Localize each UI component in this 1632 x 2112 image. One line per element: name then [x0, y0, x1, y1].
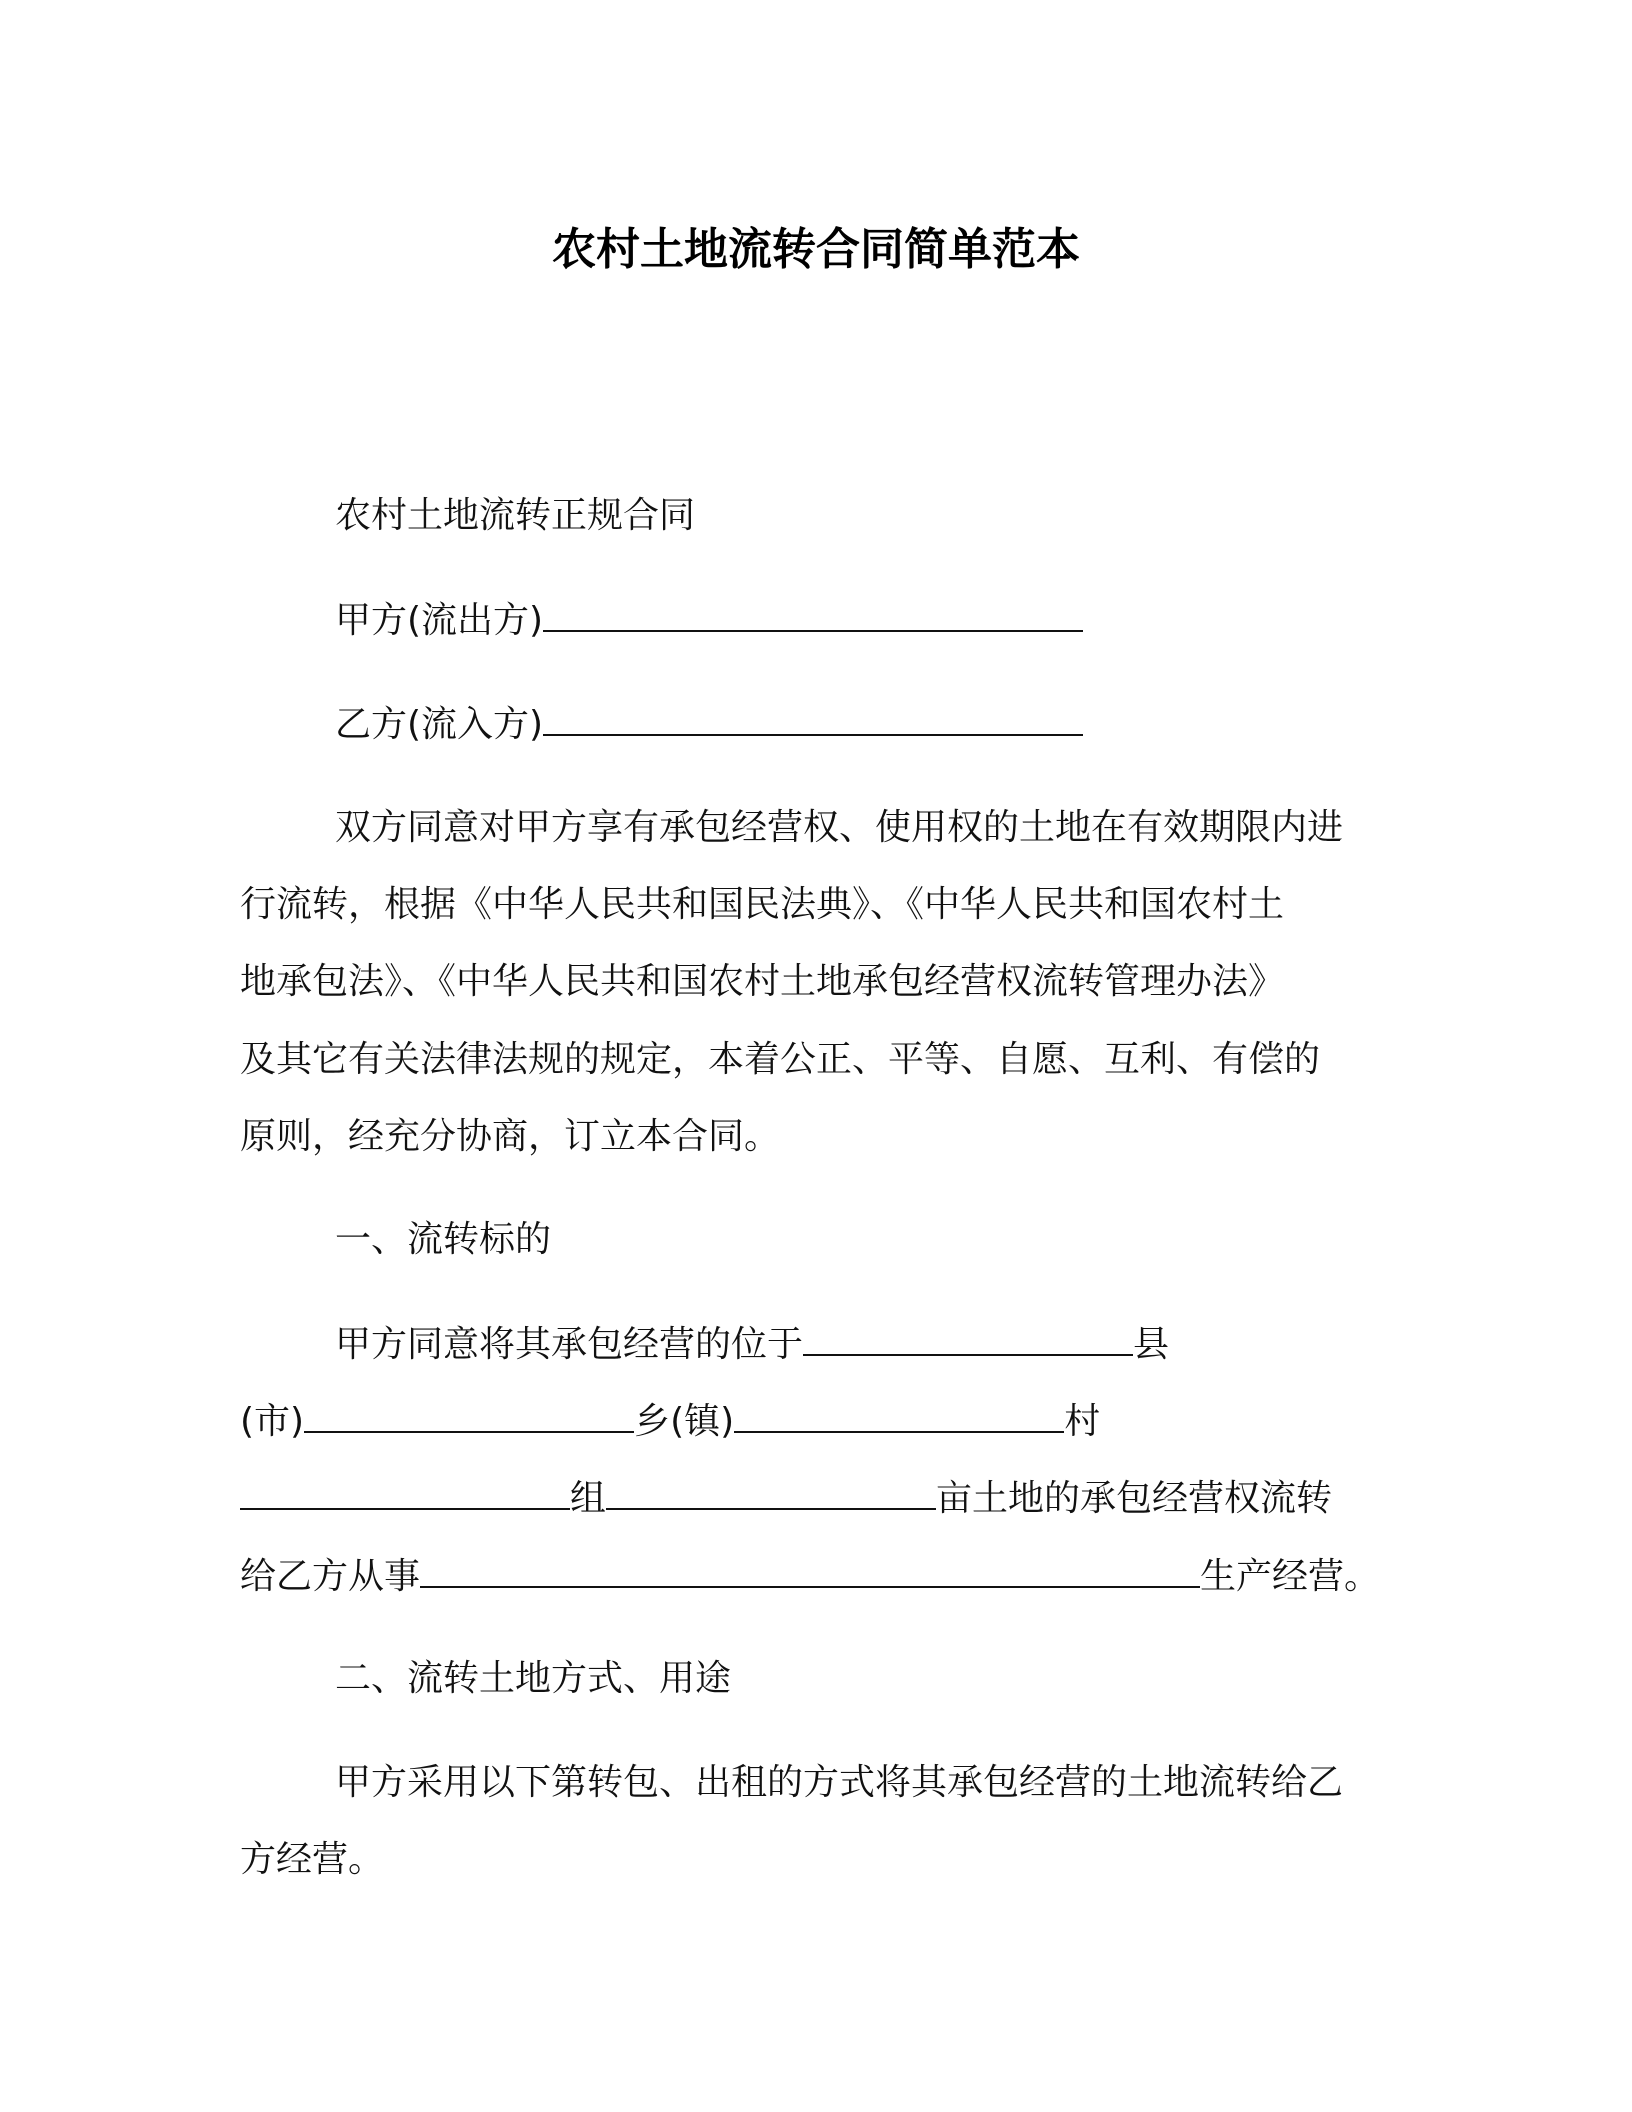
party-b-line: [335, 700, 1083, 749]
purpose-label: 给乙方从事: [240, 1556, 421, 1597]
group-label: 组: [570, 1478, 607, 1519]
preamble-line: 原则，经充分协商，订立本合同。: [240, 1116, 781, 1157]
location-text: 甲方同意将其承包经营的位于: [335, 1324, 804, 1365]
township-blank: [734, 1397, 1064, 1433]
preamble-line: 行流转，根据《中华人民共和国民法典》、《中华人民共和国农村土: [240, 884, 1285, 925]
section-2-line: 方经营。: [240, 1839, 385, 1880]
purpose-tail: 生产经营。: [1200, 1556, 1381, 1597]
section-2-heading: 二、流转土地方式、用途: [335, 1658, 732, 1699]
party-b-label: 乙方(流入方): [335, 704, 544, 745]
contract-subtitle: 农村土地流转正规合同: [335, 495, 696, 536]
section-1-line: [240, 1552, 1380, 1601]
purpose-blank: [420, 1552, 1200, 1588]
county-blank: [803, 1320, 1133, 1356]
county-label: 县: [1133, 1324, 1170, 1365]
city-blank: [304, 1397, 634, 1433]
city-label: (市): [240, 1401, 305, 1442]
village-label: 村: [1064, 1401, 1101, 1442]
area-text: 亩土地的承包经营权流转: [936, 1478, 1333, 1519]
document-title: 农村土地流转合同简单范本: [552, 224, 1080, 275]
section-1-line: [335, 1320, 1169, 1369]
section-2-line: 甲方采用以下第转包、出租的方式将其承包经营的土地流转给乙: [335, 1762, 1344, 1803]
section-1-heading: 一、流转标的: [335, 1219, 552, 1260]
party-a-line: [335, 596, 1083, 645]
preamble-line: 及其它有关法律法规的规定，本着公正、平等、自愿、互利、有偿的: [240, 1039, 1321, 1080]
section-1-line: [240, 1474, 1332, 1523]
township-label: 乡(镇): [634, 1401, 735, 1442]
preamble-line: 地承包法》、《中华人民共和国农村土地承包经营权流转管理办法》: [240, 961, 1285, 1002]
section-1-line: [240, 1397, 1100, 1446]
village-blank: [240, 1474, 570, 1510]
preamble-line: 双方同意对甲方享有承包经营权、使用权的土地在有效期限内进: [335, 807, 1344, 848]
party-b-blank: [543, 700, 1083, 736]
party-a-label: 甲方(流出方): [335, 600, 544, 641]
party-a-blank: [543, 596, 1083, 632]
area-blank: [606, 1474, 936, 1510]
